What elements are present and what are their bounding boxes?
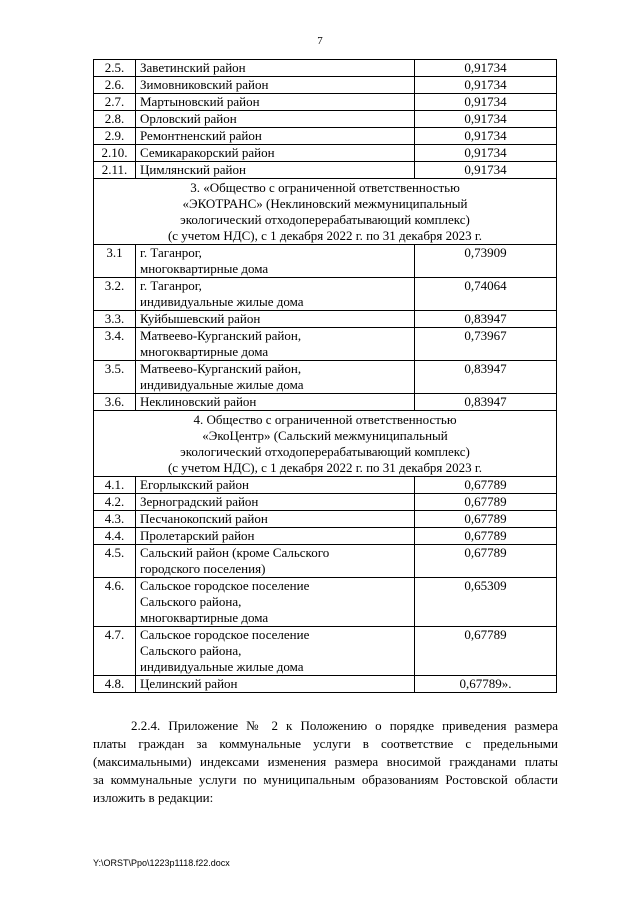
- table-row: [94, 77, 557, 94]
- table-row: [94, 394, 557, 411]
- name-line: г. Таганрог,: [140, 245, 202, 260]
- municipality-name: Ремонтненский район: [136, 128, 415, 145]
- index-value: 0,91734: [415, 77, 557, 94]
- municipality-name: Зимовниковский район: [136, 77, 415, 94]
- municipality-name: Цимлянский район: [136, 162, 415, 179]
- municipality-name: [136, 545, 415, 578]
- table-row: [94, 328, 557, 361]
- section-header-row: [94, 179, 557, 245]
- municipality-name: [136, 311, 415, 328]
- municipality-name: [136, 627, 415, 676]
- municipality-name: [136, 494, 415, 511]
- municipality-name: [136, 394, 415, 411]
- table-row: [94, 278, 557, 311]
- name-line: многоквартирные дома: [140, 344, 269, 359]
- name-line: Неклиновский район: [140, 394, 257, 409]
- table-row: [94, 627, 557, 676]
- table-body: [94, 60, 557, 693]
- index-value: 0,73967: [415, 328, 557, 361]
- index-value: 0,91734: [415, 128, 557, 145]
- table-row: [94, 494, 557, 511]
- row-number: 4.2.: [94, 494, 136, 511]
- municipality-name: [136, 361, 415, 394]
- name-line: Песчанокопский район: [140, 511, 268, 526]
- section-line: «ЭкоЦентр» (Сальский межмуниципальный: [202, 428, 448, 443]
- name-line: г. Таганрог,: [140, 278, 202, 293]
- name-line: Сальское городское поселение: [140, 578, 310, 593]
- paragraph-line: платы граждан за коммунальные услуги в соответствие с предельными: [93, 736, 558, 751]
- index-value: 0,67789: [415, 494, 557, 511]
- index-value: 0,91734: [415, 60, 557, 77]
- row-number: 2.8.: [94, 111, 136, 128]
- index-value: 0,91734: [415, 145, 557, 162]
- index-value: 0,83947: [415, 311, 557, 328]
- row-number: 2.5.: [94, 60, 136, 77]
- row-number: 2.9.: [94, 128, 136, 145]
- row-number: 3.2.: [94, 278, 136, 311]
- paragraph-line: (максимальными) индексами изменения размера вносимой гражданами платы: [93, 754, 558, 769]
- row-number: 2.7.: [94, 94, 136, 111]
- index-value: 0,67789: [415, 627, 557, 676]
- page-number: 7: [317, 35, 323, 47]
- section-line: (с учетом НДС), с 1 декабря 2022 г. по 31 декабря 2023 г.: [167, 460, 483, 475]
- paragraph-line: за коммунальные услуги по муниципальным образованиям Ростовской области: [93, 772, 558, 787]
- row-number: 3.4.: [94, 328, 136, 361]
- row-number: 3.6.: [94, 394, 136, 411]
- index-value: 0,67789: [415, 545, 557, 578]
- municipality-name: Семикаракорский район: [136, 145, 415, 162]
- paragraph-line: изложить в редакции:: [93, 790, 214, 805]
- name-line: Целинский район: [140, 676, 238, 691]
- row-number: 4.6.: [94, 578, 136, 627]
- row-number: 4.3.: [94, 511, 136, 528]
- name-line: Матвеево-Курганский район,: [140, 361, 302, 376]
- name-line: Зерноградский район: [140, 494, 259, 509]
- name-line: городского поселения): [140, 561, 266, 576]
- name-line: многоквартирные дома: [140, 610, 269, 625]
- index-value: 0,67789: [415, 528, 557, 545]
- section-header-ekotrans: [94, 179, 557, 245]
- name-line: Сальский район (кроме Сальского: [140, 545, 330, 560]
- name-line: Сальское городское поселение: [140, 627, 310, 642]
- municipality-name: [136, 578, 415, 627]
- section-line: экологический отходоперерабатывающий комплекс): [180, 212, 470, 227]
- table-row: [94, 245, 557, 278]
- paragraph-line: 2.2.4. Приложение № 2 к Положению о порядке приведения размера: [131, 718, 558, 733]
- tariff-table: [93, 59, 557, 693]
- row-number: 3.3.: [94, 311, 136, 328]
- section-header-row: [94, 411, 557, 477]
- table-row: [94, 128, 557, 145]
- name-line: индивидуальные жилые дома: [140, 377, 304, 392]
- index-value: 0,67789».: [415, 676, 557, 693]
- index-value: 0,67789: [415, 511, 557, 528]
- table-row: [94, 511, 557, 528]
- municipality-name: [136, 477, 415, 494]
- municipality-name: [136, 328, 415, 361]
- row-number: 2.6.: [94, 77, 136, 94]
- municipality-name: Заветинский район: [136, 60, 415, 77]
- amendment-paragraph: [93, 717, 558, 807]
- row-number: 4.7.: [94, 627, 136, 676]
- index-value: 0,65309: [415, 578, 557, 627]
- file-path-footer: Y:\ORST\Ppo\1223p1118.f22.docx: [93, 858, 230, 868]
- index-value: 0,91734: [415, 162, 557, 179]
- section-line: «ЭКОТРАНС» (Неклиновский межмуниципальный: [182, 196, 468, 211]
- index-value: 0,91734: [415, 94, 557, 111]
- name-line: Сальского района,: [140, 643, 242, 658]
- section-line: 4. Общество с ограниченной ответственностью: [193, 412, 457, 427]
- table-row: [94, 162, 557, 179]
- index-value: 0,83947: [415, 361, 557, 394]
- municipality-name: [136, 511, 415, 528]
- municipality-name: [136, 676, 415, 693]
- table-row: [94, 94, 557, 111]
- name-line: многоквартирные дома: [140, 261, 269, 276]
- section-line: экологический отходоперерабатывающий комплекс): [180, 444, 470, 459]
- table-row: [94, 60, 557, 77]
- row-number: 4.5.: [94, 545, 136, 578]
- row-number: 2.10.: [94, 145, 136, 162]
- row-number: 3.5.: [94, 361, 136, 394]
- municipality-name: Орловский район: [136, 111, 415, 128]
- index-value: 0,83947: [415, 394, 557, 411]
- name-line: Пролетарский район: [140, 528, 255, 543]
- name-line: Егорлыкский район: [140, 477, 249, 492]
- table-row: [94, 578, 557, 627]
- municipality-name: Мартыновский район: [136, 94, 415, 111]
- index-value: 0,67789: [415, 477, 557, 494]
- row-number: 4.1.: [94, 477, 136, 494]
- name-line: индивидуальные жилые дома: [140, 294, 304, 309]
- table-row: [94, 477, 557, 494]
- index-value: 0,74064: [415, 278, 557, 311]
- table-row: [94, 145, 557, 162]
- index-value: 0,91734: [415, 111, 557, 128]
- table-row: [94, 528, 557, 545]
- municipality-name: [136, 528, 415, 545]
- municipality-name: [136, 245, 415, 278]
- section-line: 3. «Общество с ограниченной ответственностью: [190, 180, 460, 195]
- table-row: [94, 311, 557, 328]
- row-number: 4.4.: [94, 528, 136, 545]
- table-row: [94, 545, 557, 578]
- table-row: [94, 676, 557, 693]
- index-value: 0,73909: [415, 245, 557, 278]
- table-row: [94, 111, 557, 128]
- name-line: Куйбышевский район: [140, 311, 261, 326]
- name-line: Матвеево-Курганский район,: [140, 328, 302, 343]
- row-number: 3.1: [94, 245, 136, 278]
- name-line: Сальского района,: [140, 594, 242, 609]
- section-header-ekocentr: [94, 411, 557, 477]
- section-line: (с учетом НДС), с 1 декабря 2022 г. по 31 декабря 2023 г.: [167, 228, 483, 243]
- row-number: 2.11.: [94, 162, 136, 179]
- row-number: 4.8.: [94, 676, 136, 693]
- table-row: [94, 361, 557, 394]
- municipality-name: [136, 278, 415, 311]
- name-line: индивидуальные жилые дома: [140, 659, 304, 674]
